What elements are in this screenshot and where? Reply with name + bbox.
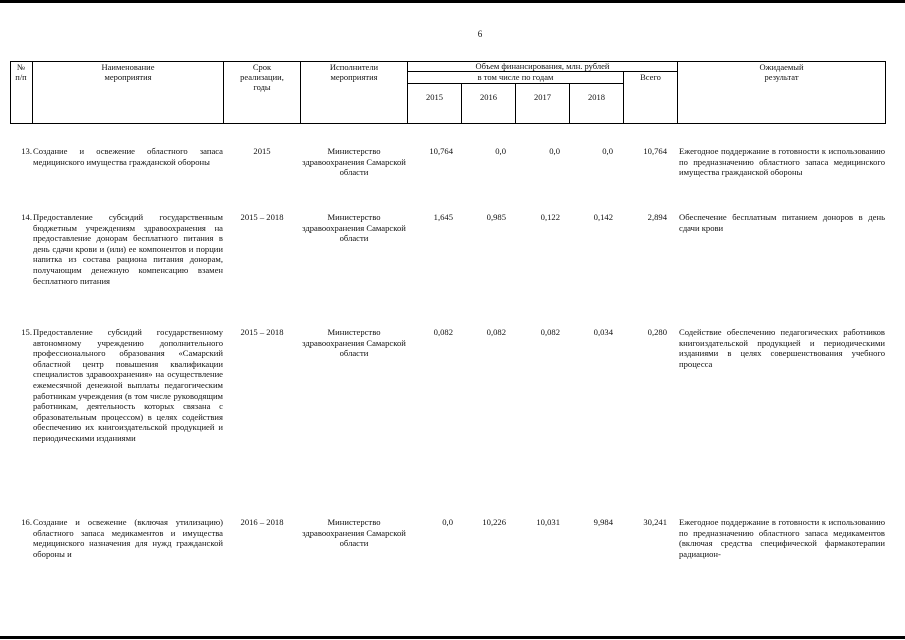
row-expected-result: Содействие обеспечению педагогических работников книгоиздательской продукцией и периодическими изданиями в целях совершенствования учебного процесса [679,327,885,369]
col-header-num: № п/п [15,62,27,82]
row-value-2015: 1,645 [433,212,453,222]
row-total: 0,280 [647,327,667,337]
vline [515,83,516,124]
row-value-2018: 0,142 [593,212,613,222]
row-value-2016: 0,082 [486,327,506,337]
row-value-2015: 0,082 [433,327,453,337]
col-header-2016: 2016 [480,92,497,102]
row-value-2017: 0,0 [549,146,560,156]
row-period: 2016 – 2018 [240,517,284,527]
row-number: 14. [21,212,32,222]
row-expected-result: Ежегодное поддержание в готовности к использованию по предназначению областного запаса медицинского имущества гражданской обороны [679,146,885,178]
row-executor: Министерство здравоохранения Самарской области [302,517,406,549]
vline [569,83,570,124]
row-value-2018: 0,0 [602,146,613,156]
row-value-2017: 0,122 [540,212,560,222]
bottom-border [0,636,905,639]
row-expected-result: Ежегодное поддержание в готовности к использованию по предназначению областного запаса медикаментов (включая средства специфической фармакотерапии радиацион- [679,517,885,559]
row-number: 15. [21,327,32,337]
row-period: 2015 – 2018 [240,212,284,222]
row-value-2016: 10,226 [482,517,506,527]
row-measure-name: Предоставление субсидий государственному автономному учреждению дополнительного профессионального образования «Самарский областной центр повышения квалификации специалистов здравоохранения» на осуществление ежемесячной денежной выплаты педагогическим работникам учреждения (в том числе руководящим работникам, деятельность которых связана с образовательным процессом) в целях содействия обеспечению их книгоиздательской продукцией и периодическими изданиями [33,327,223,443]
row-total: 2,894 [647,212,667,222]
vline [885,61,886,124]
col-header-result: Ожидаемый результат [759,62,804,82]
col-header-name: Наименование мероприятия [101,62,155,82]
row-measure-name: Создание и освежение областного запаса медицинского имущества гражданской обороны [33,146,223,167]
top-border [0,0,905,3]
row-period: 2015 [253,146,271,156]
row-measure-name: Создание и освежение (включая утилизацию) областного запаса медикаментов и имущества медицинского назначения для нужд гражданской обороны и [33,517,223,559]
row-total: 10,764 [643,146,667,156]
col-header-executors: Исполнители мероприятия [329,62,379,82]
row-value-2017: 10,031 [536,517,560,527]
row-measure-name: Предоставление субсидий государственным бюджетным учреждениям здравоохранения на предоставление донорам бесплатного питания в день сдачи крови и (или) ее компонентов и порции напитка из состава рациона питания донорам, получающим денежную компенсацию взамен бесплатного питания [33,212,223,286]
vline [461,83,462,124]
col-header-by-year: в том числе по годам [477,72,554,82]
row-value-2015: 0,0 [442,517,453,527]
col-header-total: Всего [640,72,661,82]
row-value-2018: 9,984 [593,517,613,527]
header-bottom-line [10,123,886,124]
table-header [10,61,886,124]
row-value-2015: 10,764 [429,146,453,156]
row-value-2016: 0,985 [486,212,506,222]
row-total: 30,241 [643,517,667,527]
col-header-2015: 2015 [426,92,443,102]
col-header-2017: 2017 [534,92,551,102]
row-number: 13. [21,146,32,156]
row-number: 16. [21,517,32,527]
row-value-2017: 0,082 [540,327,560,337]
row-executor: Министерство здравоохранения Самарской области [302,327,406,359]
row-expected-result: Обеспечение бесплатным питанием доноров в день сдачи крови [679,212,885,233]
row-executor: Министерство здравоохранения Самарской области [302,212,406,244]
col-header-funding: Объем финансирования, млн. рублей [475,61,610,71]
row-executor: Министерство здравоохранения Самарской области [302,146,406,178]
col-header-period: Срок реализации, годы [240,62,284,92]
row-value-2018: 0,034 [593,327,613,337]
row-period: 2015 – 2018 [240,327,284,337]
row-value-2016: 0,0 [495,146,506,156]
page-number: 6 [477,29,483,39]
col-header-2018: 2018 [588,92,605,102]
